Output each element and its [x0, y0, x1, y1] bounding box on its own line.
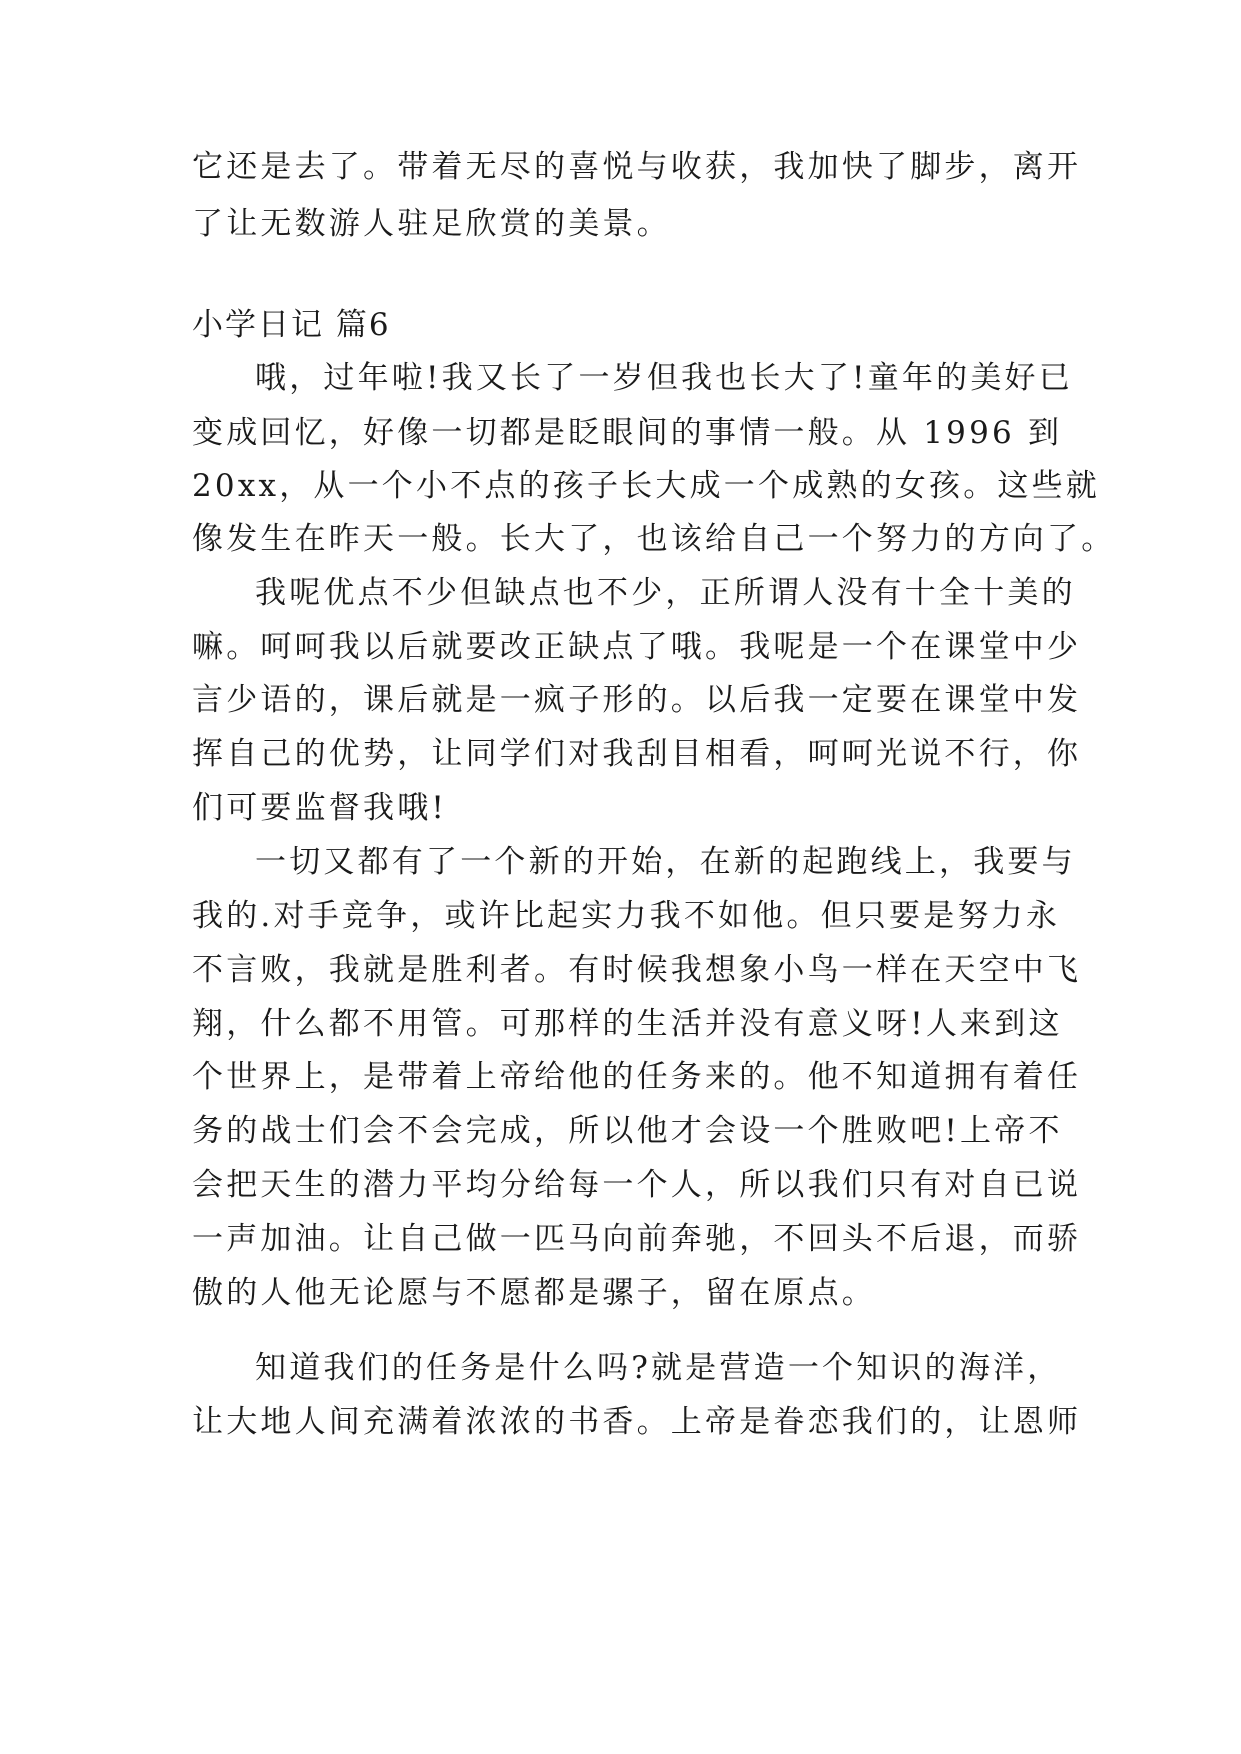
- text-line: 它还是去了。带着无尽的喜悦与收获，我加快了脚步，离开: [192, 149, 1082, 185]
- text-line: 翔，什么都不用管。可那样的生活并没有意义呀!人来到这: [192, 1006, 1063, 1042]
- text-line: 嘛。呵呵我以后就要改正缺点了哦。我呢是一个在课堂中少: [192, 629, 1082, 665]
- text-line: 挥自己的优势，让同学们对我刮目相看，呵呵光说不行，你: [192, 736, 1082, 772]
- text-line: 会把天生的潜力平均分给每一个人，所以我们只有对自已说: [192, 1167, 1082, 1203]
- text-line: 变成回忆，好像一切都是眨眼间的事情一般。从 1996 到: [192, 415, 1063, 451]
- text-line: 个世界上，是带着上帝给他的任务来的。他不知道拥有着任: [192, 1059, 1082, 1095]
- section-heading: 小学日记 篇6: [192, 307, 391, 343]
- text-line: 让大地人间充满着浓浓的书香。上帝是眷恋我们的，让恩师: [192, 1404, 1082, 1440]
- text-line: 傲的人他无论愿与不愿都是骡子，留在原点。: [192, 1275, 876, 1311]
- text-line: 了让无数游人驻足欣赏的美景。: [192, 206, 671, 242]
- text-line: 一切又都有了一个新的开始，在新的起跑线上，我要与: [255, 844, 1076, 880]
- text-line: 们可要监督我哦!: [192, 790, 448, 826]
- text-line: 务的战士们会不会完成，所以他才会设一个胜败吧!上帝不: [192, 1113, 1063, 1149]
- text-line: 哦，过年啦!我又长了一岁但我也长大了!童年的美好已: [255, 360, 1073, 396]
- text-line: 我的.对手竞争，或许比起实力我不如他。但只要是努力永: [192, 898, 1061, 934]
- text-line: 像发生在昨天一般。长大了，也该给自己一个努力的方向了。: [192, 521, 1116, 557]
- text-line: 20xx，从一个小不点的孩子长大成一个成熟的女孩。这些就: [192, 468, 1101, 504]
- text-line: 知道我们的任务是什么吗?就是营造一个知识的海洋，: [255, 1350, 1062, 1386]
- text-line: 我呢优点不少但缺点也不少，正所谓人没有十全十美的: [255, 575, 1076, 611]
- text-line: 言少语的，课后就是一疯子形的。以后我一定要在课堂中发: [192, 682, 1082, 718]
- text-line: 一声加油。让自己做一匹马向前奔驰，不回头不后退，而骄: [192, 1221, 1082, 1257]
- text-line: 不言败，我就是胜利者。有时候我想象小鸟一样在天空中飞: [192, 952, 1082, 988]
